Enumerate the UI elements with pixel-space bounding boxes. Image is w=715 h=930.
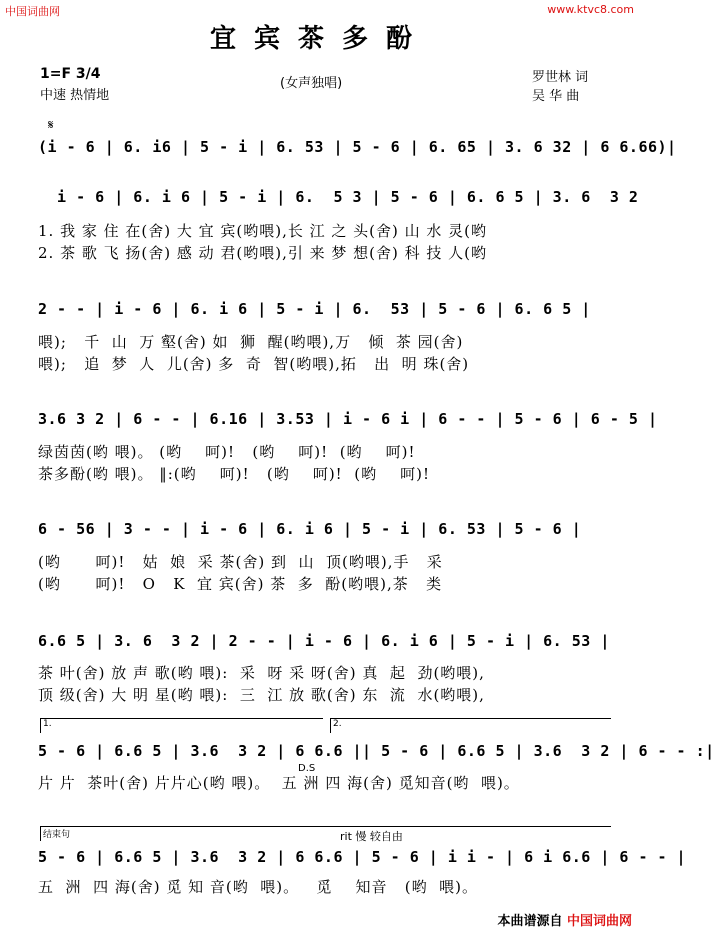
notation-row: 3.6 3 2 | 6 - - | 6.16 | 3.53 | i - 6 i | 6 - - | 5 - 6 | 6 - 5 |	[38, 410, 658, 428]
notation-row: 6 - 56 | 3 - - | i - 6 | 6. i 6 | 5 - i | 6. 53 | 5 - 6 |	[38, 520, 582, 538]
notation-row: i - 6 | 6. i 6 | 5 - i | 6. 5 3 | 5 - 6 | 6. 6 5 | 3. 6 3 2	[38, 188, 639, 206]
lyric-line: 喂); 追 梦 人 儿(舍) 多 奇 智(哟喂),拓 出 明 珠(舍)	[38, 355, 470, 373]
lyric-line: 顶 级(舍) 大 明 星(哟 喂): 三 江 放 歌(舍) 东 流 水(哟喂),	[38, 686, 485, 704]
lyric-line: 喂); 千 山 万 壑(舍) 如 狮 醒(哟喂),万 倾 茶 园(舍)	[38, 333, 464, 351]
notation-row: (i - 6 | 6. i6 | 5 - i | 6. 53 | 5 - 6 | 6. 65 | 3. 6 32 | 6 6.66)|	[38, 138, 677, 156]
notation-row: 6.6 5 | 3. 6 3 2 | 2 - - | i - 6 | 6. i 6 | 5 - i | 6. 53 |	[38, 632, 610, 650]
lyric-line: 茶 叶(舍) 放 声 歌(哟 喂): 采 呀 采 呀(舍) 真 起 劲(哟喂),	[38, 664, 485, 682]
lyric-line: 绿茵茵(哟 喂)。 (哟 呵)! (哟 呵)! (哟 呵)!	[38, 443, 416, 461]
site-watermark-right: www.ktvc8.com	[547, 3, 634, 16]
lyric-line: 1. 我 家 住 在(舍) 大 宜 宾(哟喂),长 江 之 头(舍) 山 水 灵(哟	[38, 222, 488, 240]
lyricist-credit: 罗世林 词	[532, 70, 589, 85]
key-signature: 1=F 3/4	[40, 66, 101, 82]
lyric-line: 2. 茶 歌 飞 扬(舍) 感 动 君(哟喂),引 来 梦 想(舍) 科 技 人(哟	[38, 244, 488, 262]
site-watermark-left: 中国词曲网	[5, 5, 60, 18]
lyric-line: (哟 呵)! O K 宜 宾(舍) 茶 多 酚(哟喂),茶 类	[38, 575, 443, 593]
song-title: 宜宾茶多酚	[209, 24, 430, 54]
lyric-line: 五 洲 四 海(舍) 觅 知 音(哟 喂)。 觅 知音 (哟 喂)。	[38, 878, 479, 896]
source-credit	[497, 910, 632, 929]
source-prefix: 本曲谱源自	[497, 914, 563, 929]
ending-label: 结束句	[40, 826, 611, 841]
tempo-marking: 中速 热情地	[40, 88, 110, 103]
lyric-line: (哟 呵)! 姑 娘 采 茶(舍) 到 山 顶(哟喂),手 采	[38, 553, 443, 571]
lyric-line: 茶多酚(哟 喂)。 ‖:(哟 呵)! (哟 呵)! (哟 呵)!	[38, 465, 431, 483]
segno-sign: 𝄋	[48, 118, 54, 133]
volta-1: 1.	[40, 718, 323, 733]
rit-marking: rit 慢 较自由	[340, 830, 403, 843]
performance-note: (女声独唱)	[280, 76, 343, 91]
notation-row: 2 - - | i - 6 | 6. i 6 | 5 - i | 6. 53 | 5 - 6 | 6. 6 5 |	[38, 300, 591, 318]
ds-marking: D.S	[298, 763, 316, 774]
notation-row: 5 - 6 | 6.6 5 | 3.6 3 2 | 6 6.6 || 5 - 6 | 6.6 5 | 3.6 3 2 | 6 - - :|	[38, 742, 715, 760]
source-site: 中国词曲网	[566, 914, 632, 929]
lyric-line: 片 片 茶叶(舍) 片片心(哟 喂)。 五 洲 四 海(舍) 觅知音(哟 喂)。	[38, 774, 520, 792]
notation-row: 5 - 6 | 6.6 5 | 3.6 3 2 | 6 6.6 | 5 - 6 | i i - | 6 i 6.6 | 6 - - |	[38, 848, 687, 866]
composer-credit: 吴 华 曲	[532, 89, 580, 104]
volta-2: 2.	[330, 718, 611, 733]
